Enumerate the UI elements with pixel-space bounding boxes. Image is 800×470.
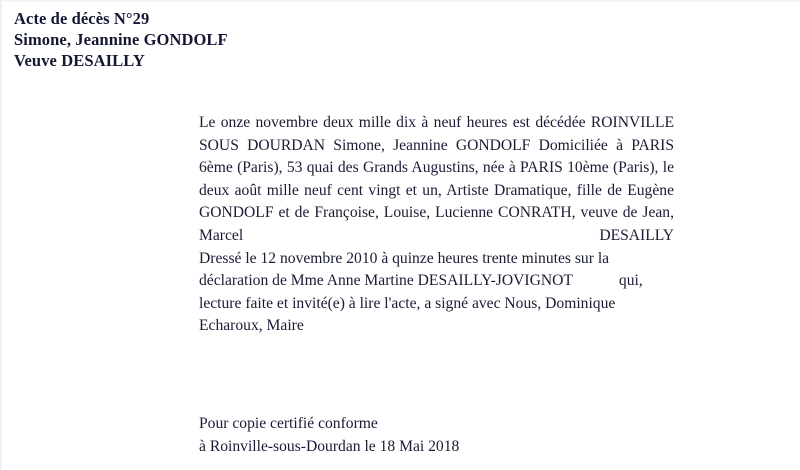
document-header bbox=[14, 8, 534, 71]
document-title: Acte de décès N°29 bbox=[14, 9, 150, 28]
certification-footer bbox=[199, 413, 674, 458]
deceased-name: Simone, Jeannine GONDOLF bbox=[14, 30, 228, 49]
deceased-status: Veuve DESAILLY bbox=[14, 51, 145, 70]
death-declaration-paragraph: Le onze novembre deux mille dix à neuf heures est décédée ROINVILLE SOUS DOURDAN Simone, Jeannine GONDOLF Domiciliée à PARIS 6ème (Paris), 53 quai des Grands Augustins, née à PARIS 10ème (Paris), le deux août mille neuf cent vingt et un, Artiste Dramatique, fille de Eugène GONDOLF et de Françoise, Louise, Lucienne CONRATH, veuve de Jean, Marcel DESAILLY bbox=[199, 114, 674, 244]
registration-text-part2: qui, lecture faite et invité(e) à lire l'acte, a signé avec Nous, Dominique Echaroux, Maire bbox=[199, 272, 643, 335]
scan-edge-shadow-top bbox=[0, 0, 800, 3]
registration-paragraph bbox=[199, 248, 674, 338]
certification-statement: Pour copie certifié conforme bbox=[199, 415, 378, 432]
scan-edge-shadow-left bbox=[0, 0, 3, 470]
registration-text-part1: Dressé le 12 novembre 2010 à quinze heures trente minutes sur la déclaration de Mme Anne Martine DESAILLY-JOVIGNOT bbox=[199, 249, 610, 290]
document-body bbox=[199, 112, 674, 338]
certification-place-date: à Roinville-sous-Dourdan le 18 Mai 2018 bbox=[199, 437, 460, 455]
